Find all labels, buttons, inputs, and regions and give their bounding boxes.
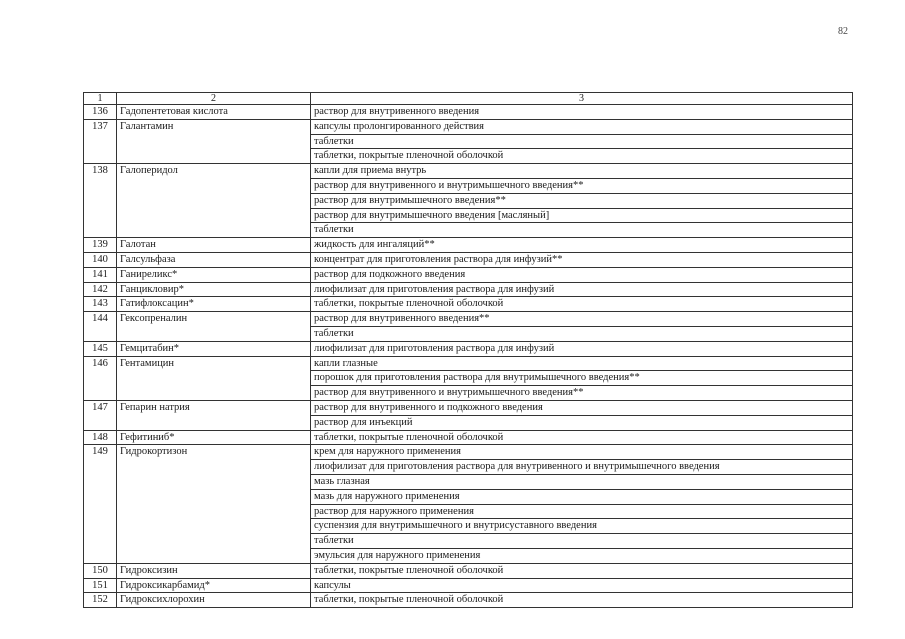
dosage-form: раствор для внутривенного введения xyxy=(311,105,853,120)
dosage-form: крем для наружного применения xyxy=(311,445,853,460)
drug-number: 138 xyxy=(84,164,117,238)
dosage-form: раствор для внутривенного и внутримышечного введения** xyxy=(311,386,853,401)
drug-number: 147 xyxy=(84,400,117,430)
table-row xyxy=(84,563,853,578)
dosage-form: лиофилизат для приготовления раствора для инфузий xyxy=(311,282,853,297)
drug-name: Гефитиниб* xyxy=(117,430,311,445)
drug-number: 139 xyxy=(84,238,117,253)
column-header: 2 xyxy=(117,93,311,105)
dosage-form: лиофилизат для приготовления раствора для внутривенного и внутримышечного введения xyxy=(311,460,853,475)
table-row xyxy=(84,341,853,356)
table-row xyxy=(84,430,853,445)
drug-name: Галантамин xyxy=(117,119,311,163)
drug-name: Галотан xyxy=(117,238,311,253)
drug-name: Ганиреликс* xyxy=(117,267,311,282)
page-number: 82 xyxy=(838,26,848,37)
drug-name: Гадопентетовая кислота xyxy=(117,105,311,120)
dosage-form: эмульсия для наружного применения xyxy=(311,548,853,563)
drug-name: Гатифлоксацин* xyxy=(117,297,311,312)
drug-name: Гепарин натрия xyxy=(117,400,311,430)
table-row xyxy=(84,356,853,371)
dosage-form: концентрат для приготовления раствора для инфузий** xyxy=(311,252,853,267)
dosage-form: таблетки, покрытые пленочной оболочкой xyxy=(311,149,853,164)
dosage-form: раствор для внутривенного и подкожного введения xyxy=(311,400,853,415)
table-row xyxy=(84,267,853,282)
column-header: 3 xyxy=(311,93,853,105)
dosage-form: таблетки, покрытые пленочной оболочкой xyxy=(311,563,853,578)
dosage-form: таблетки, покрытые пленочной оболочкой xyxy=(311,297,853,312)
table-row xyxy=(84,164,853,179)
dosage-form: раствор для наружного применения xyxy=(311,504,853,519)
table-row xyxy=(84,578,853,593)
table-row xyxy=(84,105,853,120)
drug-name: Гидроксихлорохин xyxy=(117,593,311,608)
drug-name: Гидрокортизон xyxy=(117,445,311,563)
table-row xyxy=(84,282,853,297)
dosage-form: лиофилизат для приготовления раствора для инфузий xyxy=(311,341,853,356)
table-row xyxy=(84,238,853,253)
dosage-form: суспензия для внутримышечного и внутрисуставного введения xyxy=(311,519,853,534)
dosage-form: жидкость для ингаляций** xyxy=(311,238,853,253)
drug-number: 143 xyxy=(84,297,117,312)
drug-name: Гемцитабин* xyxy=(117,341,311,356)
column-header: 1 xyxy=(84,93,117,105)
dosage-form: таблетки xyxy=(311,326,853,341)
dosage-form: капли для приема внутрь xyxy=(311,164,853,179)
table-body xyxy=(84,93,853,608)
drug-name: Гентамицин xyxy=(117,356,311,400)
dosage-form: таблетки xyxy=(311,534,853,549)
drug-number: 152 xyxy=(84,593,117,608)
drug-number: 141 xyxy=(84,267,117,282)
drug-name: Ганцикловир* xyxy=(117,282,311,297)
table-row xyxy=(84,593,853,608)
drug-number: 136 xyxy=(84,105,117,120)
table-row xyxy=(84,445,853,460)
drug-number: 145 xyxy=(84,341,117,356)
table-row xyxy=(84,297,853,312)
dosage-form: таблетки xyxy=(311,134,853,149)
drug-name: Гидроксикарбамид* xyxy=(117,578,311,593)
dosage-form: мазь для наружного применения xyxy=(311,489,853,504)
dosage-form: раствор для внутримышечного введения** xyxy=(311,193,853,208)
dosage-form: таблетки xyxy=(311,223,853,238)
drug-number: 151 xyxy=(84,578,117,593)
drug-number: 137 xyxy=(84,119,117,163)
dosage-form: капсулы xyxy=(311,578,853,593)
dosage-form: раствор для инъекций xyxy=(311,415,853,430)
table-header-row xyxy=(84,93,853,105)
table-row xyxy=(84,252,853,267)
dosage-form: капли глазные xyxy=(311,356,853,371)
drug-name: Гидроксизин xyxy=(117,563,311,578)
drug-name: Гексопреналин xyxy=(117,312,311,342)
drug-number: 149 xyxy=(84,445,117,563)
drug-number: 142 xyxy=(84,282,117,297)
table-row xyxy=(84,312,853,327)
dosage-form: капсулы пролонгированного действия xyxy=(311,119,853,134)
dosage-form: порошок для приготовления раствора для внутримышечного введения** xyxy=(311,371,853,386)
table-row xyxy=(84,400,853,415)
drug-number: 140 xyxy=(84,252,117,267)
drug-number: 144 xyxy=(84,312,117,342)
dosage-form: раствор для внутривенного введения** xyxy=(311,312,853,327)
dosage-form: раствор для внутримышечного введения [масляный] xyxy=(311,208,853,223)
dosage-form: раствор для подкожного введения xyxy=(311,267,853,282)
dosage-form: раствор для внутривенного и внутримышечного введения** xyxy=(311,178,853,193)
drug-name: Галсульфаза xyxy=(117,252,311,267)
drug-number: 150 xyxy=(84,563,117,578)
dosage-form: таблетки, покрытые пленочной оболочкой xyxy=(311,430,853,445)
drug-name: Галоперидол xyxy=(117,164,311,238)
drug-number: 146 xyxy=(84,356,117,400)
drug-table xyxy=(83,92,853,608)
drug-number: 148 xyxy=(84,430,117,445)
dosage-form: таблетки, покрытые пленочной оболочкой xyxy=(311,593,853,608)
dosage-form: мазь глазная xyxy=(311,474,853,489)
table-row xyxy=(84,119,853,134)
